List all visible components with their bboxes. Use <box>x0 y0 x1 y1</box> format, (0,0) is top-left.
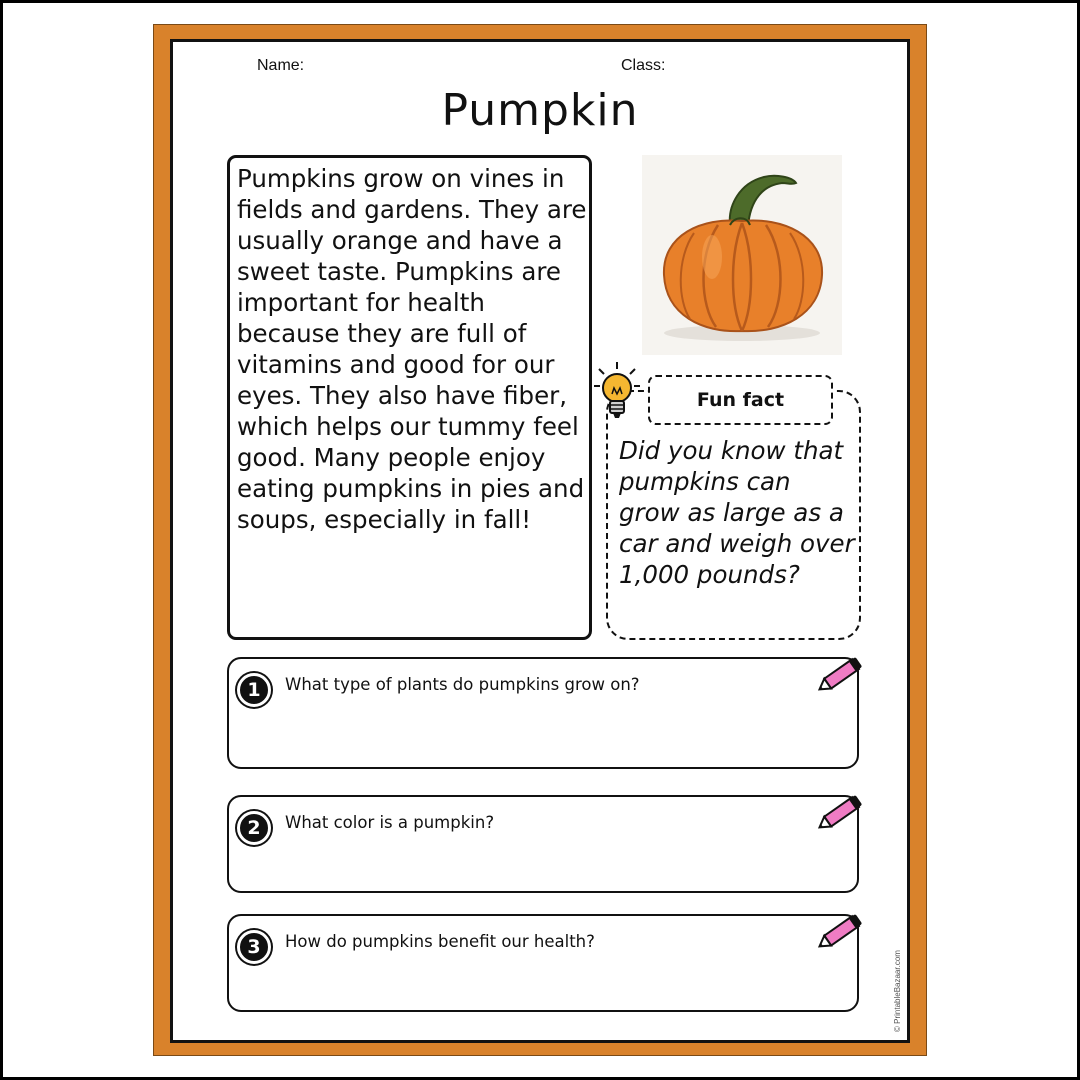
pumpkin-illustration <box>642 155 842 355</box>
fun-fact-heading: Fun fact <box>648 375 833 425</box>
name-label: Name: <box>257 57 305 74</box>
question-number-badge: 1 <box>237 673 271 707</box>
question-text: What color is a pumpkin? <box>285 813 495 832</box>
passage-text: Pumpkins grow on vines in fields and gardens. They are usually orange and have a sweet taste. Pumpkins are important for health because they are full of vitamins and good for our eyes. They also have fiber, which helps our tummy feel good. Many people enjoy eating pumpkins in pies and soups, especially in fall! <box>237 164 587 534</box>
pencil-icon <box>813 908 867 956</box>
question-text: What type of plants do pumpkins grow on? <box>285 675 640 694</box>
question-box-3[interactable] <box>227 914 859 1012</box>
copyright-text: © PrintableBazaar.com <box>893 950 902 1032</box>
fun-fact-text: Did you know that pumpkins can grow as large as a car and weigh over 1,000 pounds? <box>619 436 855 589</box>
page-title: Pumpkin <box>441 85 639 136</box>
lightbulb-icon <box>592 360 642 422</box>
question-text: How do pumpkins benefit our health? <box>285 932 595 951</box>
pencil-icon <box>813 789 867 837</box>
class-label: Class: <box>621 57 666 74</box>
question-box-1[interactable] <box>227 657 859 769</box>
question-number-badge: 3 <box>237 930 271 964</box>
question-number-badge: 2 <box>237 811 271 845</box>
pencil-icon <box>813 651 867 699</box>
question-box-2[interactable] <box>227 795 859 893</box>
